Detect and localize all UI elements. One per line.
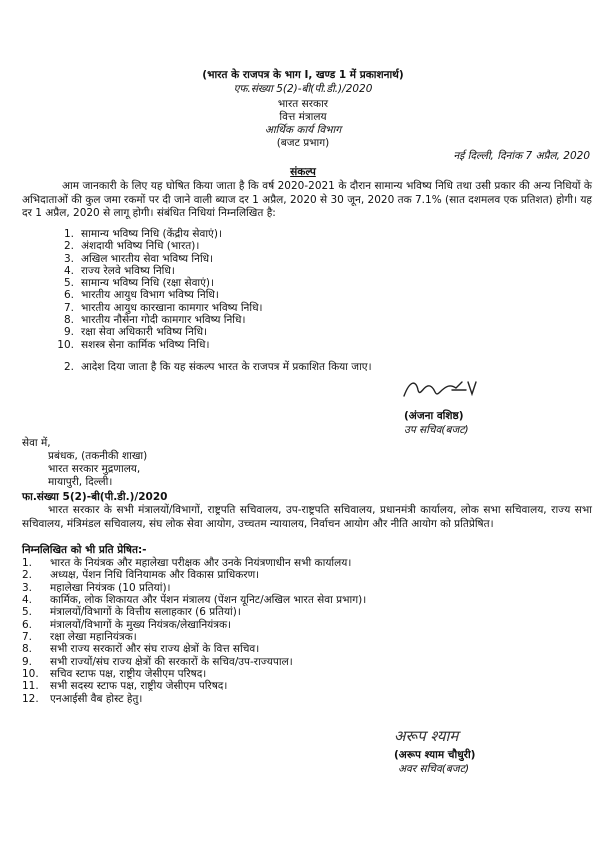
- list-item-text: सचिव स्टाफ पक्ष, राष्ट्रीय जेसीएम परिषद।: [50, 668, 207, 681]
- list-item-text: मंत्रालयों/विभागों के वित्तीय सलाहकार (6 प्रतियां)।: [50, 606, 241, 619]
- list-item-text: राज्य रेलवे भविष्य निधि।: [81, 264, 175, 277]
- signatory-2-designation: अवर सचिव(बजट): [398, 763, 470, 775]
- list-item-number: 1.: [22, 557, 33, 569]
- list-item-text: रक्षा लेखा महानियंत्रक।: [50, 631, 137, 644]
- list-item-text: कार्मिक, लोक शिकायत और पेंशन मंत्रालय (पेंशन यूनिट/अखिल भारत सेवा प्रभाग)।: [50, 594, 367, 607]
- list-item-number: 1.: [63, 228, 74, 240]
- department: आर्थिक कार्य विभाग: [264, 124, 342, 136]
- list-item-number: 4.: [22, 594, 33, 607]
- list-item-number: 10.: [57, 338, 74, 351]
- list-item-number: 7.: [22, 631, 33, 644]
- place-date: नई दिल्ली, दिनांक 7 अप्रैल, 2020: [453, 150, 590, 162]
- list-item-text: मंत्रालयों/विभागों के मुख्य नियंत्रक/लेखानियंत्रक।: [50, 618, 232, 631]
- list-item-number: 9.: [63, 326, 74, 339]
- fund-list: [50, 228, 263, 351]
- list-item-number: 7.: [63, 301, 74, 314]
- list-item-text: रक्षा सेवा अधिकारी भविष्य निधि।: [81, 326, 208, 339]
- list-item-number: 11.: [22, 680, 39, 693]
- list-item-text: अध्यक्ष, पेंशन निधि विनियामक और विकास प्राधिकरण।: [50, 569, 260, 582]
- signature-2: अरूप श्याम: [394, 727, 459, 745]
- list-item: [50, 314, 263, 326]
- list-item: [22, 631, 366, 643]
- government: भारत सरकार: [277, 98, 329, 110]
- list-item: [22, 557, 366, 569]
- copy-paragraph: भारत सरकार के सभी मंत्रालयों/विभागों, राष्ट्रपति सचिवालय, उप-राष्ट्रपति सचिवालय, प्रधानमंत्री कार्यालय, लोक सभा सचिवालय, राज्य सभा सचिवालय, मंत्रिमंडल सचिवालय, संघ लोक सेवा आयोग, उच्चतम न्यायालय, निर्वाचन आयोग और नीति आयोग को प्रतिप्रेषित।: [22, 504, 592, 530]
- list-item: [22, 606, 366, 618]
- list-item: [22, 569, 366, 581]
- list-item-text: भारत के नियंत्रक और महालेखा परीक्षक और उनके नियंत्रणाधीन सभी कार्यालय।: [50, 557, 352, 569]
- list-item-text: अंशदायी भविष्य निधि (भारत)।: [81, 240, 200, 253]
- list-item: [22, 619, 366, 631]
- list-item: [22, 668, 366, 680]
- list-item-text: भारतीय आयुध विभाग भविष्य निधि।: [81, 289, 219, 302]
- list-item-number: 12.: [22, 692, 39, 705]
- list-item-text: सशस्त्र सेना कार्मिक भविष्य निधि।: [81, 338, 210, 351]
- list-item-number: 5.: [22, 606, 33, 619]
- list-item: [50, 339, 263, 351]
- list-item: [50, 265, 263, 277]
- list-item-text: सामान्य भविष्य निधि (केंद्रीय सेवाएं)।: [81, 228, 222, 240]
- list-item: [50, 302, 263, 314]
- file-number: एफ.संख्या 5(2)-बी(पी.डी.)/2020: [233, 83, 373, 95]
- list-item-number: 4.: [63, 264, 74, 277]
- address-line-1: प्रबंधक, (तकनीकी शाखा): [48, 450, 148, 462]
- list-item-number: 8.: [63, 314, 74, 327]
- list-item-number: 5.: [63, 277, 74, 290]
- list-item-number: 2.: [22, 569, 33, 582]
- signatory-1-designation: उप सचिव(बजट): [404, 424, 469, 436]
- list-item: [50, 277, 263, 289]
- list-item: [50, 326, 263, 338]
- copy-file-number: फा.संख्या 5(2)-बी(पी.डी.)/2020: [22, 491, 168, 503]
- gazette-note: (भारत के राजपत्र के भाग I, खण्ड 1 में प्रकाशनार्थ): [202, 69, 404, 81]
- list-item-text: सभी सदस्य स्टाफ पक्ष, राष्ट्रीय जेसीएम परिषद।: [50, 680, 228, 693]
- list-item: [50, 240, 263, 252]
- copy-heading: निम्नलिखित को भी प्रति प्रेषित:-: [22, 544, 147, 556]
- list-item-text: भारतीय नौसेना गोदी कामगार भविष्य निधि।: [81, 314, 246, 327]
- list-item-text: अखिल भारतीय सेवा भविष्य निधि।: [81, 252, 214, 265]
- signatory-2-name: (अरूप श्याम चौधुरी): [394, 749, 476, 761]
- division: (बजट प्रभाग): [276, 137, 330, 149]
- list-item-number: 6.: [22, 618, 33, 631]
- list-item: [50, 253, 263, 265]
- list-item-text: एनआईसी वैब होस्ट हेतु।: [50, 692, 143, 705]
- list-item-number: 8.: [22, 643, 33, 656]
- list-item-text: भारतीय आयुध कारखाना कामगार भविष्य निधि।: [81, 301, 263, 314]
- list-item: [50, 228, 263, 240]
- list-item: [22, 680, 366, 692]
- order-line: [50, 361, 372, 374]
- list-item: [22, 582, 366, 594]
- list-item: [22, 594, 366, 606]
- list-item-text: सभी राज्यों/संघ राज्य क्षेत्रों की सरकारों के सचिव/उप-राज्यपाल।: [50, 655, 293, 668]
- address-to: सेवा में,: [22, 437, 51, 449]
- ministry: वित्त मंत्रालय: [279, 111, 327, 123]
- list-item-number: 2.: [63, 240, 74, 253]
- resolution-title: संकल्प: [290, 166, 316, 178]
- list-item-number: 9.: [22, 655, 33, 668]
- list-item: [22, 656, 366, 668]
- signature-1: [400, 376, 480, 406]
- resolution-paragraph: आम जानकारी के लिए यह घोषित किया जाता है कि वर्ष 2020-2021 के दौरान सामान्य भविष्य निधि तथा उसी प्रकार की अन्य निधियों के अभिदाताओं की कुल जमा रकमों पर दी जाने वाली ब्याज दर 1 अप्रैल, 2020 से 30 जून, 2020 तक 7.1% (सात दशमलव एक प्रतिशत) होगी। यह दर 1 अप्रैल, 2020 से लागू होगी। संबंधित निधियां निम्नलिखित है:: [22, 180, 592, 219]
- list-item-text: सभी राज्य सरकारों और संघ राज्य क्षेत्रों के वित्त सचिव।: [50, 643, 260, 656]
- list-item-number: 3.: [22, 581, 33, 594]
- order-text: आदेश दिया जाता है कि यह संकल्प भारत के राजपत्र में प्रकाशित किया जाए।: [81, 361, 372, 373]
- list-item: [50, 289, 263, 301]
- list-item-number: 6.: [63, 289, 74, 302]
- list-item: [22, 643, 366, 655]
- address-line-2: भारत सरकार मुद्रणालय,: [48, 463, 141, 475]
- address-line-3: मायापुरी, दिल्ली।: [48, 476, 113, 488]
- list-item: [22, 693, 366, 705]
- order-number: 2.: [63, 361, 74, 373]
- list-item-number: 10.: [22, 668, 39, 681]
- list-item-text: महालेखा नियंत्रक (10 प्रतियां)।: [50, 581, 171, 594]
- copy-list: [22, 557, 366, 705]
- list-item-text: सामान्य भविष्य निधि (रक्षा सेवाएं)।: [81, 277, 215, 290]
- signatory-1-name: (अंजना वशिष्ठ): [404, 410, 464, 422]
- list-item-number: 3.: [63, 252, 74, 265]
